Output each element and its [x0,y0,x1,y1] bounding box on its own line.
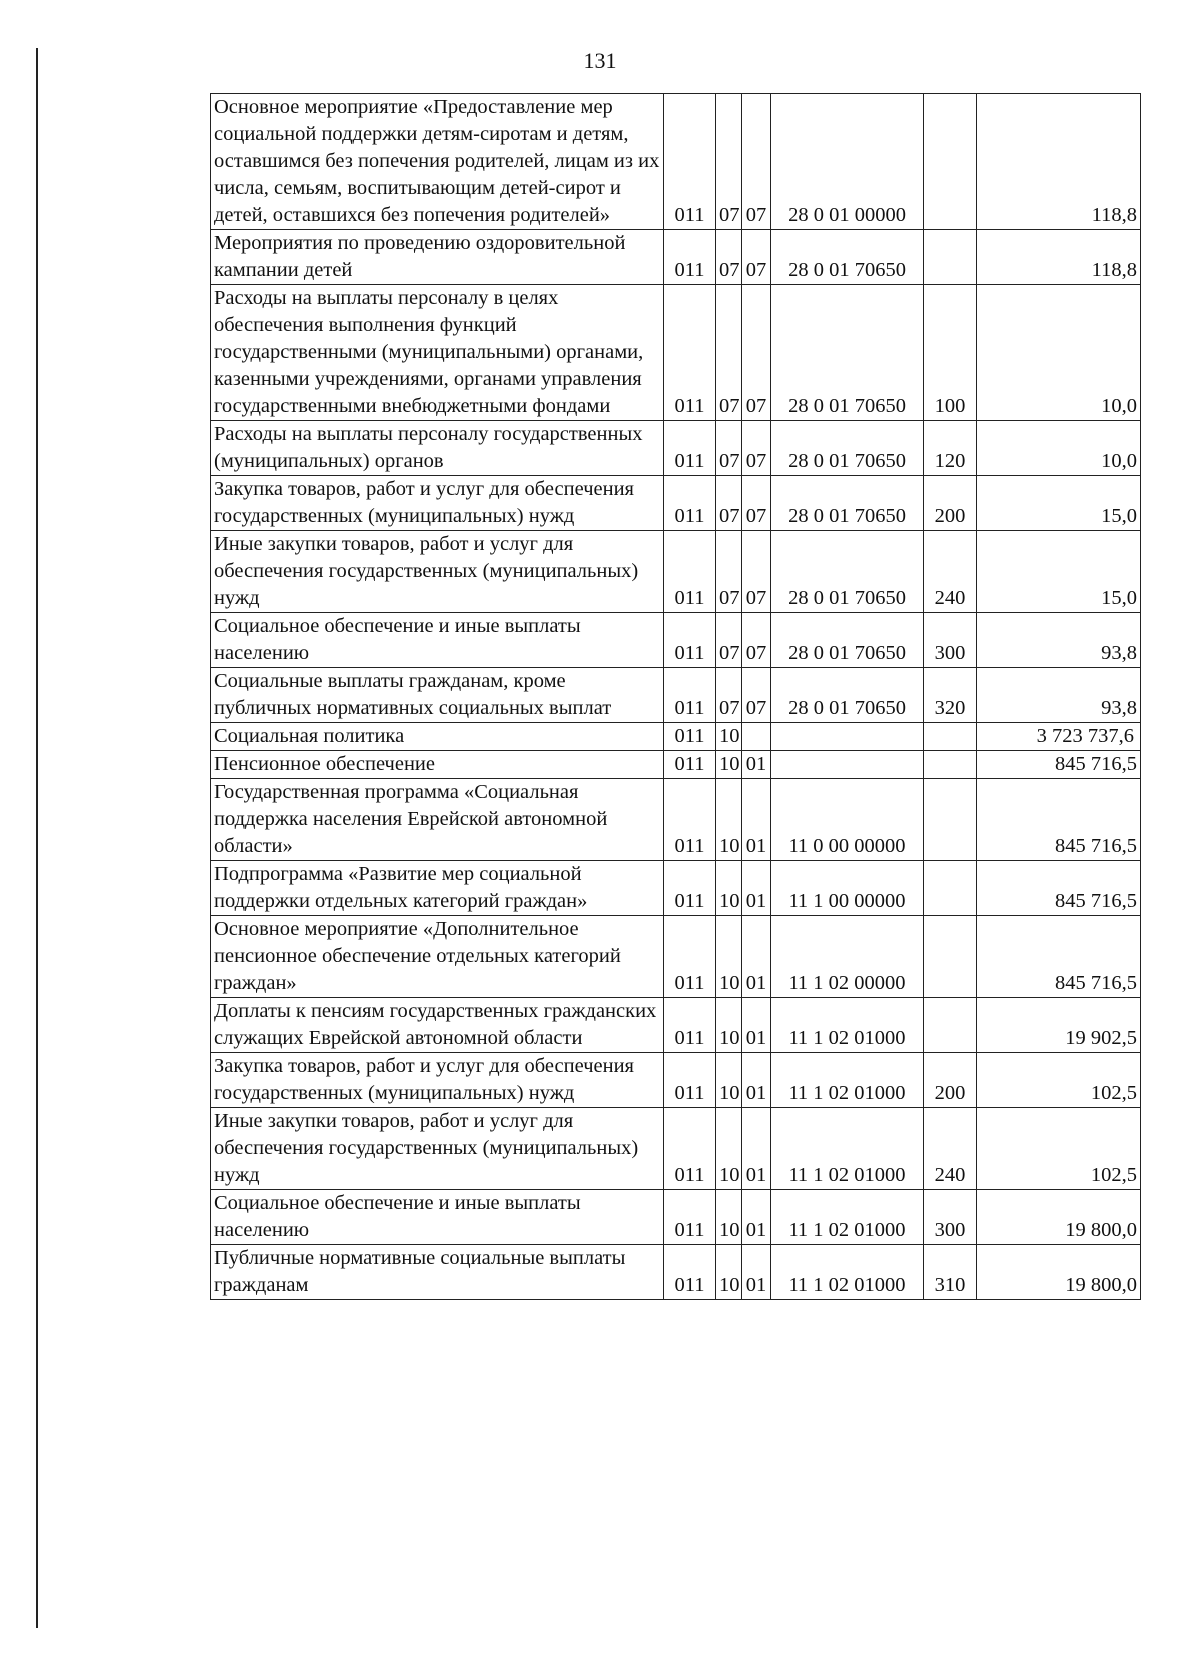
row-name: Подпрограмма «Развитие мер социальной поддержки отдельных категорий граждан» [211,861,664,916]
expense-type-code [924,916,977,998]
table-row [211,1190,1141,1245]
expense-type-code [924,998,977,1053]
ministry-code: 011 [664,613,716,668]
amount: 118,8 [977,230,1141,285]
subsection-code: 01 [742,751,771,779]
subsection-code [742,723,771,751]
amount: 19 800,0 [977,1190,1141,1245]
section-code: 07 [716,421,742,476]
table-body [211,94,1141,1300]
section-code: 10 [716,1108,742,1190]
target-article-code: 28 0 01 00000 [771,94,924,230]
subsection-code: 07 [742,421,771,476]
section-code: 07 [716,668,742,723]
section-code: 10 [716,1053,742,1108]
row-name: Социальное обеспечение и иные выплаты населению [211,613,664,668]
row-name: Иные закупки товаров, работ и услуг для обеспечения государственных (муниципальных) нужд [211,531,664,613]
ministry-code: 011 [664,916,716,998]
table-row [211,421,1141,476]
ministry-code: 011 [664,779,716,861]
row-name: Государственная программа «Социальная поддержка населения Еврейской автономной области» [211,779,664,861]
target-article-code: 11 1 02 01000 [771,1190,924,1245]
row-name: Мероприятия по проведению оздоровительной кампании детей [211,230,664,285]
table-row [211,998,1141,1053]
section-code: 07 [716,476,742,531]
expense-type-code [924,723,977,751]
subsection-code: 07 [742,230,771,285]
expense-type-code: 240 [924,531,977,613]
row-name: Закупка товаров, работ и услуг для обеспечения государственных (муниципальных) нужд [211,476,664,531]
section-code: 10 [716,1190,742,1245]
expense-type-code: 300 [924,1190,977,1245]
section-code: 10 [716,779,742,861]
amount: 102,5 [977,1108,1141,1190]
ministry-code: 011 [664,1053,716,1108]
row-name: Доплаты к пенсиям государственных гражданских служащих Еврейской автономной области [211,998,664,1053]
row-name: Иные закупки товаров, работ и услуг для обеспечения государственных (муниципальных) нужд [211,1108,664,1190]
expense-type-code: 100 [924,285,977,421]
amount: 15,0 [977,476,1141,531]
amount: 845 716,5 [977,916,1141,998]
row-name: Социальные выплаты гражданам, кроме публичных нормативных социальных выплат [211,668,664,723]
target-article-code: 28 0 01 70650 [771,230,924,285]
section-code: 10 [716,751,742,779]
budget-table [210,93,1141,1300]
subsection-code: 07 [742,531,771,613]
row-name: Расходы на выплаты персоналу государственных (муниципальных) органов [211,421,664,476]
target-article-code: 28 0 01 70650 [771,531,924,613]
table-row [211,531,1141,613]
subsection-code: 01 [742,1053,771,1108]
row-name: Социальное обеспечение и иные выплаты населению [211,1190,664,1245]
ministry-code: 011 [664,476,716,531]
amount: 93,8 [977,613,1141,668]
target-article-code: 11 1 00 00000 [771,861,924,916]
ministry-code: 011 [664,1190,716,1245]
section-code: 10 [716,1245,742,1300]
target-article-code: 11 1 02 00000 [771,916,924,998]
row-name: Закупка товаров, работ и услуг для обеспечения государственных (муниципальных) нужд [211,1053,664,1108]
subsection-code: 01 [742,998,771,1053]
target-article-code: 11 0 00 00000 [771,779,924,861]
row-name: Расходы на выплаты персоналу в целях обеспечения выполнения функций государственными (муниципальными) органами, казенными учреждениями, органами управления государственными внебюджетными фондами [211,285,664,421]
ministry-code: 011 [664,723,716,751]
ministry-code: 011 [664,94,716,230]
subsection-code: 07 [742,613,771,668]
expense-type-code [924,861,977,916]
table-row [211,94,1141,230]
row-name: Основное мероприятие «Дополнительное пенсионное обеспечение отдельных категорий граждан» [211,916,664,998]
page-number: 131 [583,48,617,73]
target-article-code: 11 1 02 01000 [771,1053,924,1108]
subsection-code: 01 [742,861,771,916]
section-code: 10 [716,916,742,998]
target-article-code: 28 0 01 70650 [771,668,924,723]
ministry-code: 011 [664,1108,716,1190]
expense-type-code: 120 [924,421,977,476]
target-article-code [771,723,924,751]
ministry-code: 011 [664,421,716,476]
table-row [211,613,1141,668]
section-code: 07 [716,613,742,668]
expense-type-code [924,779,977,861]
amount: 118,8 [977,94,1141,230]
table-row [211,861,1141,916]
amount: 93,8 [977,668,1141,723]
section-code: 07 [716,531,742,613]
table-row [211,476,1141,531]
subsection-code: 01 [742,1108,771,1190]
amount: 19 800,0 [977,1245,1141,1300]
table-row [211,1108,1141,1190]
row-name: Основное мероприятие «Предоставление мер социальной поддержки детям-сиротам и детям, оставшимся без попечения родителей, лицам из их числа, семьям, воспитывающим детей-сирот и детей, оставшихся без попечения родителей» [211,94,664,230]
ministry-code: 011 [664,230,716,285]
expense-type-code [924,230,977,285]
table-row [211,779,1141,861]
subsection-code: 07 [742,94,771,230]
row-name: Публичные нормативные социальные выплаты гражданам [211,1245,664,1300]
scan-edge-line [36,48,38,1628]
expense-type-code [924,94,977,230]
table-row [211,751,1141,779]
expense-type-code [924,751,977,779]
amount: 10,0 [977,285,1141,421]
table-row [211,1053,1141,1108]
target-article-code: 28 0 01 70650 [771,285,924,421]
target-article-code: 28 0 01 70650 [771,476,924,531]
table-row [211,723,1141,751]
section-code: 07 [716,285,742,421]
subsection-code: 01 [742,916,771,998]
section-code: 07 [716,94,742,230]
ministry-code: 011 [664,285,716,421]
subsection-code: 07 [742,285,771,421]
expense-type-code: 310 [924,1245,977,1300]
section-code: 10 [716,723,742,751]
ministry-code: 011 [664,1245,716,1300]
amount: 19 902,5 [977,998,1141,1053]
expense-type-code: 320 [924,668,977,723]
ministry-code: 011 [664,751,716,779]
table-row [211,285,1141,421]
target-article-code: 11 1 02 01000 [771,1108,924,1190]
subsection-code: 07 [742,476,771,531]
subsection-code: 01 [742,1245,771,1300]
target-article-code: 11 1 02 01000 [771,998,924,1053]
section-code: 10 [716,861,742,916]
ministry-code: 011 [664,861,716,916]
subsection-code: 07 [742,668,771,723]
ministry-code: 011 [664,531,716,613]
table-row [211,668,1141,723]
expense-type-code: 200 [924,476,977,531]
amount: 845 716,5 [977,779,1141,861]
table-row [211,916,1141,998]
row-name: Социальная политика [211,723,664,751]
amount: 10,0 [977,421,1141,476]
row-name: Пенсионное обеспечение [211,751,664,779]
target-article-code: 28 0 01 70650 [771,421,924,476]
expense-type-code: 200 [924,1053,977,1108]
section-code: 07 [716,230,742,285]
ministry-code: 011 [664,668,716,723]
ministry-code: 011 [664,998,716,1053]
expense-type-code: 240 [924,1108,977,1190]
amount: 845 716,5 [977,861,1141,916]
amount: 15,0 [977,531,1141,613]
target-article-code: 11 1 02 01000 [771,1245,924,1300]
table-row [211,230,1141,285]
subsection-code: 01 [742,1190,771,1245]
expense-type-code: 300 [924,613,977,668]
amount: 3 723 737,6 [977,723,1141,751]
table-row [211,1245,1141,1300]
amount: 102,5 [977,1053,1141,1108]
target-article-code: 28 0 01 70650 [771,613,924,668]
section-code: 10 [716,998,742,1053]
target-article-code [771,751,924,779]
subsection-code: 01 [742,779,771,861]
amount: 845 716,5 [977,751,1141,779]
